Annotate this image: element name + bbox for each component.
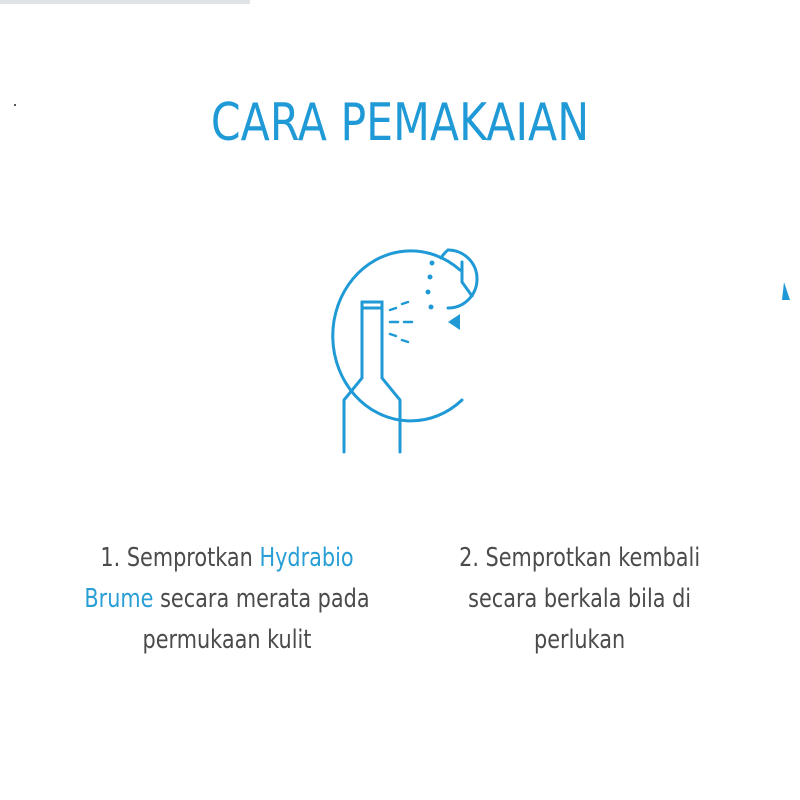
step-number: 2. bbox=[459, 543, 479, 573]
stray-dot bbox=[14, 104, 16, 106]
edge-arrow-icon bbox=[780, 282, 792, 302]
step-1 bbox=[83, 538, 371, 661]
dots-trail-icon bbox=[426, 261, 435, 310]
top-divider bbox=[0, 0, 250, 4]
usage-illustration bbox=[310, 230, 500, 460]
product-name: Hydrabio Brume bbox=[84, 543, 354, 614]
step-number: 1. bbox=[100, 543, 121, 573]
refresh-arrow-icon bbox=[448, 314, 460, 330]
spray-bottle-icon bbox=[344, 302, 400, 452]
step-2 bbox=[436, 538, 724, 661]
step-text: Semprotkan bbox=[126, 543, 253, 573]
spray-mist-icon bbox=[390, 302, 412, 342]
page-title: CARA PEMAKAIAN bbox=[210, 92, 590, 153]
step-text: secara merata pada permukaan kulit bbox=[142, 584, 370, 655]
step-text: Semprotkan kembali secara berkala bila di perlukan bbox=[468, 543, 701, 655]
